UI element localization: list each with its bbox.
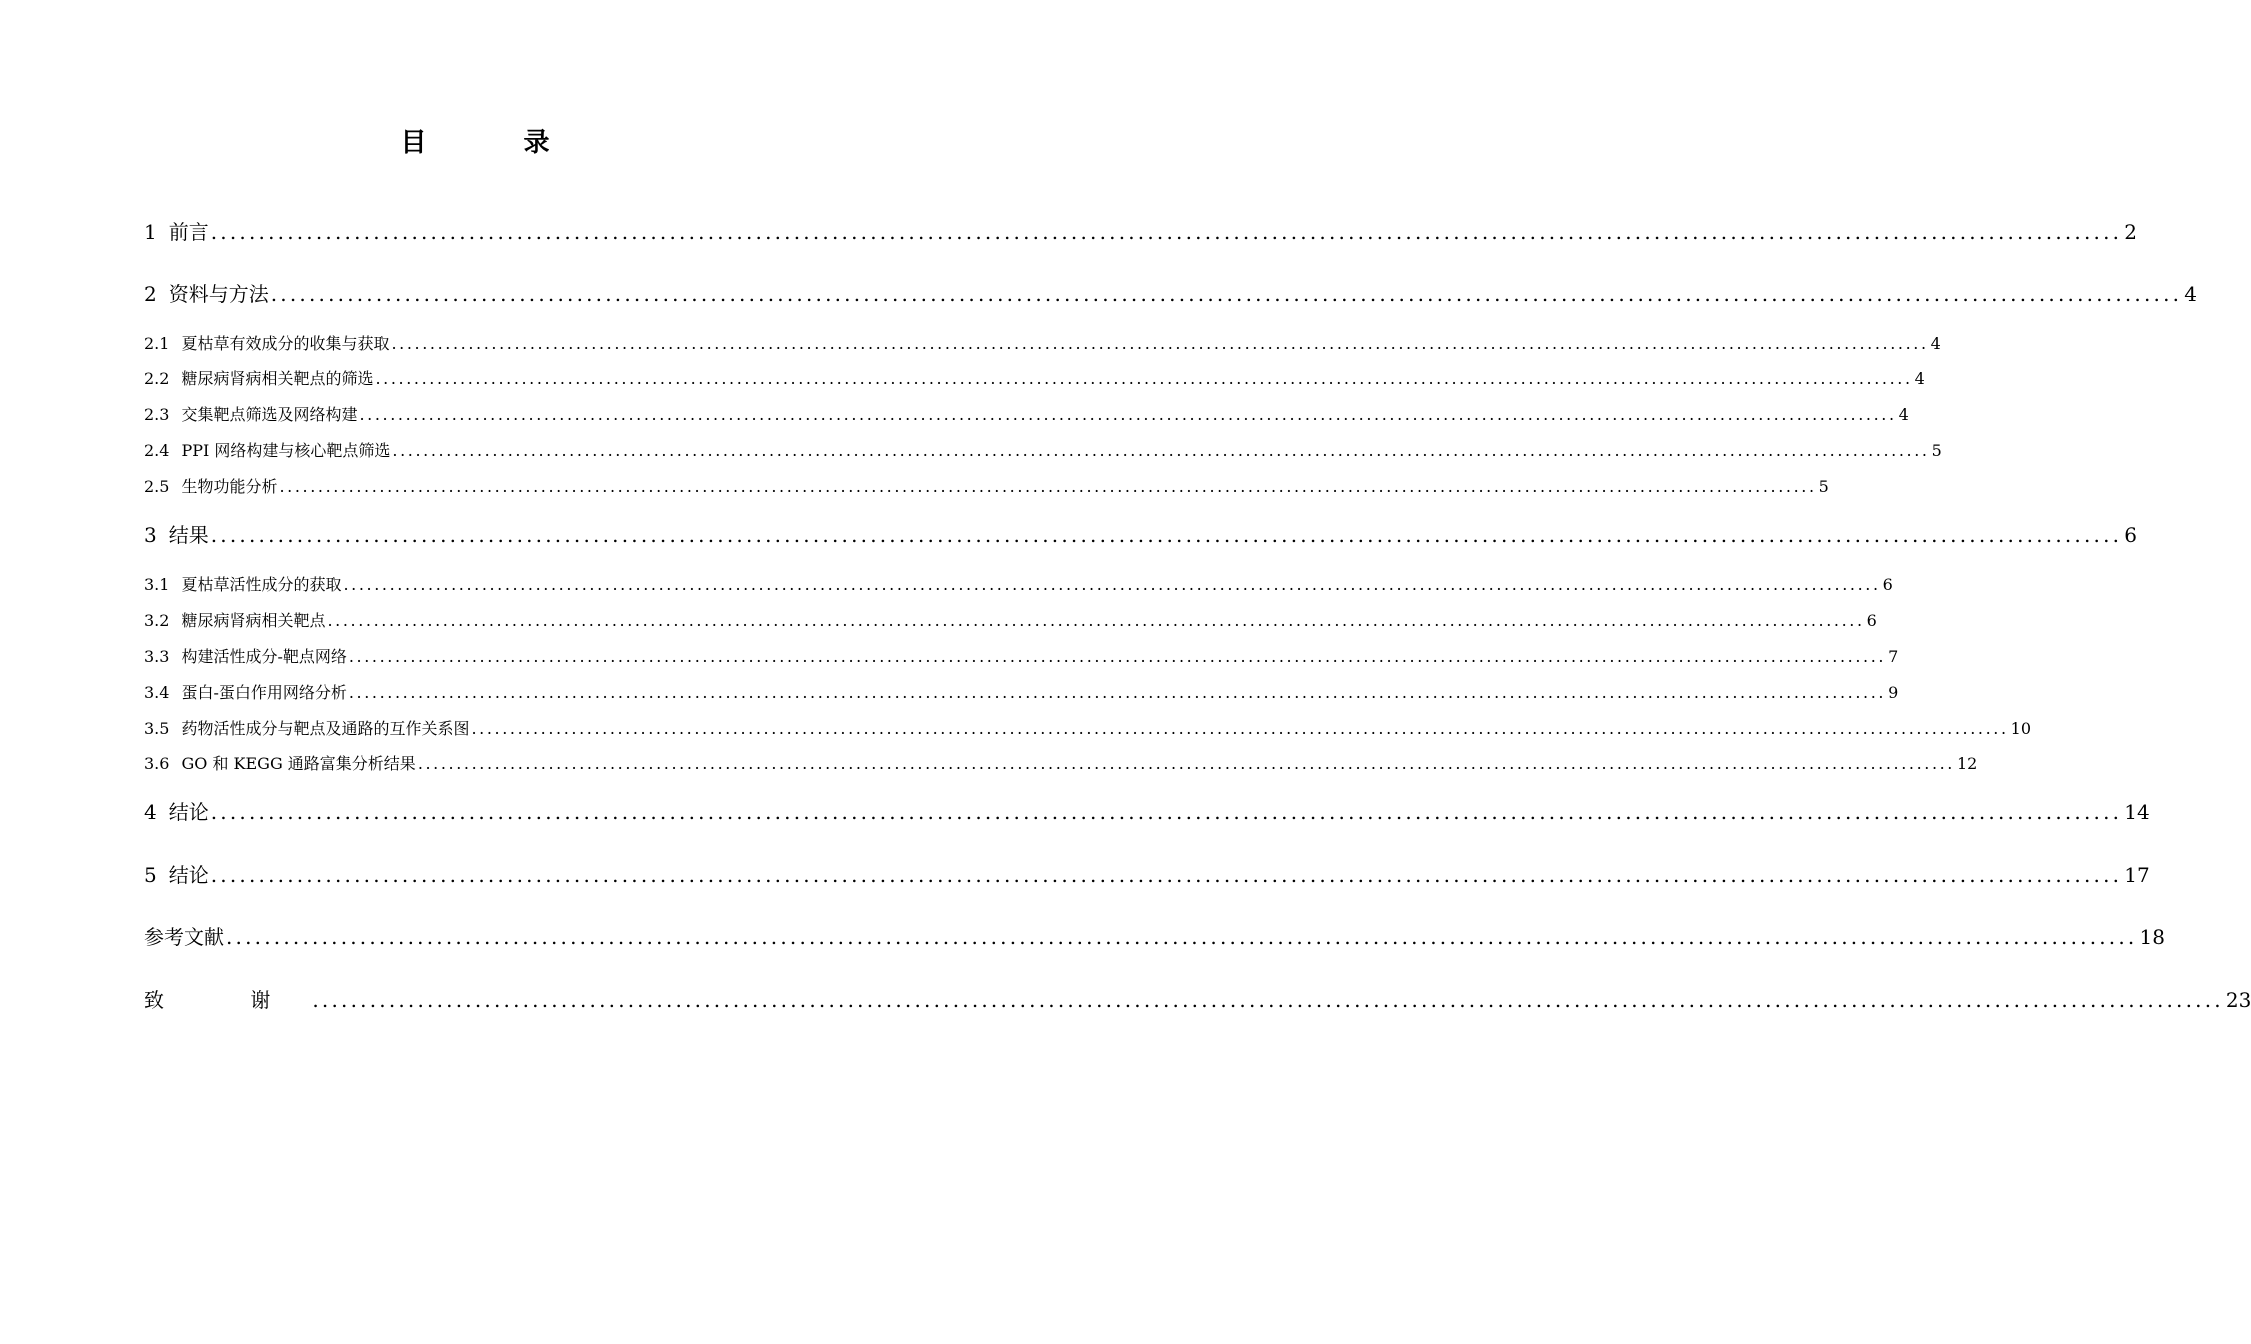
entry-number: 2.1 [144,334,170,353]
entry-page-number: 5 [1818,477,1829,496]
entry-title: 交集靶点筛选及网络构建 [181,405,358,424]
entry-title: GO 和 KEGG 通路富集分析结果 [181,754,416,773]
toc-entry[interactable] [144,646,1899,668]
toc-entry[interactable] [144,218,2137,246]
entry-number: 2 [144,282,157,306]
entry-number: 2.4 [144,441,170,460]
toc-entry[interactable] [144,923,2165,951]
dot-leader: ........................................................................................................................................................................................................ [417,754,1955,773]
toc-entry[interactable] [144,682,1899,704]
entry-number: 3.5 [144,719,170,738]
dot-leader: ........................................................................................................................................................................................................ [210,220,2123,244]
toc-entry[interactable] [144,574,1893,596]
entry-title: 参考文献 [144,925,224,949]
entry-page-number: 9 [1888,683,1899,702]
entry-title: 药物活性成分与靶点及通路的互作关系图 [181,719,470,738]
toc-title: 目 录 [400,128,594,158]
toc-entry[interactable] [144,986,2251,1014]
entry-number: 3.2 [144,611,170,630]
entry-number: 2.2 [144,369,170,388]
dot-leader: ........................................................................................................................................................................................................ [312,988,2224,1012]
entry-number: 3.3 [144,647,170,666]
toc-entry[interactable] [144,404,1909,426]
entry-title: 夏枯草活性成分的获取 [181,575,342,594]
entry-page-number: 6 [1866,611,1877,630]
entry-page-number: 2 [2124,220,2137,244]
entry-number: 3.6 [144,754,170,773]
entry-page-number: 7 [1888,647,1899,666]
entry-page-number: 4 [1930,334,1941,353]
dot-leader: ........................................................................................................................................................................................................ [327,611,1865,630]
toc-entry[interactable] [144,440,1942,462]
entry-title: 生物功能分析 [181,477,278,496]
dot-leader: ........................................................................................................................................................................................................ [359,405,1897,424]
entry-title: 资料与方法 [168,282,269,306]
entry-number: 2.5 [144,477,170,496]
entry-title: 蛋白-蛋白作用网络分析 [181,683,347,702]
entry-title: 构建活性成分-靶点网络 [181,647,347,666]
entry-page-number: 4 [2184,282,2197,306]
dot-leader: ........................................................................................................................................................................................................ [210,800,2123,824]
toc-entry[interactable] [144,861,2150,889]
entry-title: 致 谢 [144,988,311,1012]
dot-leader: ........................................................................................................................................................................................................ [279,477,1817,496]
dot-leader: ........................................................................................................................................................................................................ [210,863,2123,887]
entry-number: 5 [144,863,157,887]
toc-entry[interactable] [144,753,1978,775]
dot-leader: ........................................................................................................................................................................................................ [471,719,2009,738]
entry-title: PPI 网络构建与核心靶点筛选 [181,441,391,460]
toc-entry[interactable] [144,521,2137,549]
dot-leader: ........................................................................................................................................................................................................ [375,369,1913,388]
dot-leader: ........................................................................................................................................................................................................ [270,282,2183,306]
entry-page-number: 23 [2225,988,2251,1012]
dot-leader: ........................................................................................................................................................................................................ [343,575,1881,594]
entry-page-number: 14 [2124,800,2150,824]
entry-title: 结论 [168,863,209,887]
entry-title: 结果 [168,523,209,547]
entry-title: 结论 [168,800,209,824]
toc-entry[interactable] [144,798,2150,826]
entry-number: 1 [144,220,157,244]
entry-title: 糖尿病肾病相关靶点 [181,611,326,630]
toc-entry[interactable] [144,610,1877,632]
entry-page-number: 4 [1914,369,1925,388]
dot-leader: ........................................................................................................................................................................................................ [348,683,1887,702]
entry-page-number: 18 [2139,925,2165,949]
entry-number: 3.4 [144,683,170,702]
dot-leader: ........................................................................................................................................................................................................ [391,334,1929,353]
entry-number: 4 [144,800,157,824]
entry-number: 3 [144,523,157,547]
entry-page-number: 12 [1957,754,1978,773]
entry-page-number: 6 [1882,575,1893,594]
entry-title: 前言 [168,220,209,244]
toc-entry[interactable] [144,333,1941,355]
dot-leader: ........................................................................................................................................................................................................ [226,925,2138,949]
toc-entry[interactable] [144,476,1829,498]
entry-page-number: 4 [1898,405,1909,424]
dot-leader: ........................................................................................................................................................................................................ [210,523,2123,547]
toc-entry[interactable] [144,368,1925,390]
entry-number: 2.3 [144,405,170,424]
toc-entry[interactable] [144,280,2197,308]
dot-leader: ........................................................................................................................................................................................................ [392,441,1930,460]
entry-page-number: 6 [2124,523,2137,547]
entry-title: 糖尿病肾病相关靶点的筛选 [181,369,374,388]
entry-title: 夏枯草有效成分的收集与获取 [181,334,390,353]
dot-leader: ........................................................................................................................................................................................................ [348,647,1887,666]
entry-page-number: 10 [2010,719,2032,738]
entry-page-number: 5 [1931,441,1942,460]
toc-entry[interactable] [144,718,2032,740]
entry-number: 3.1 [144,575,170,594]
entry-page-number: 17 [2124,863,2150,887]
